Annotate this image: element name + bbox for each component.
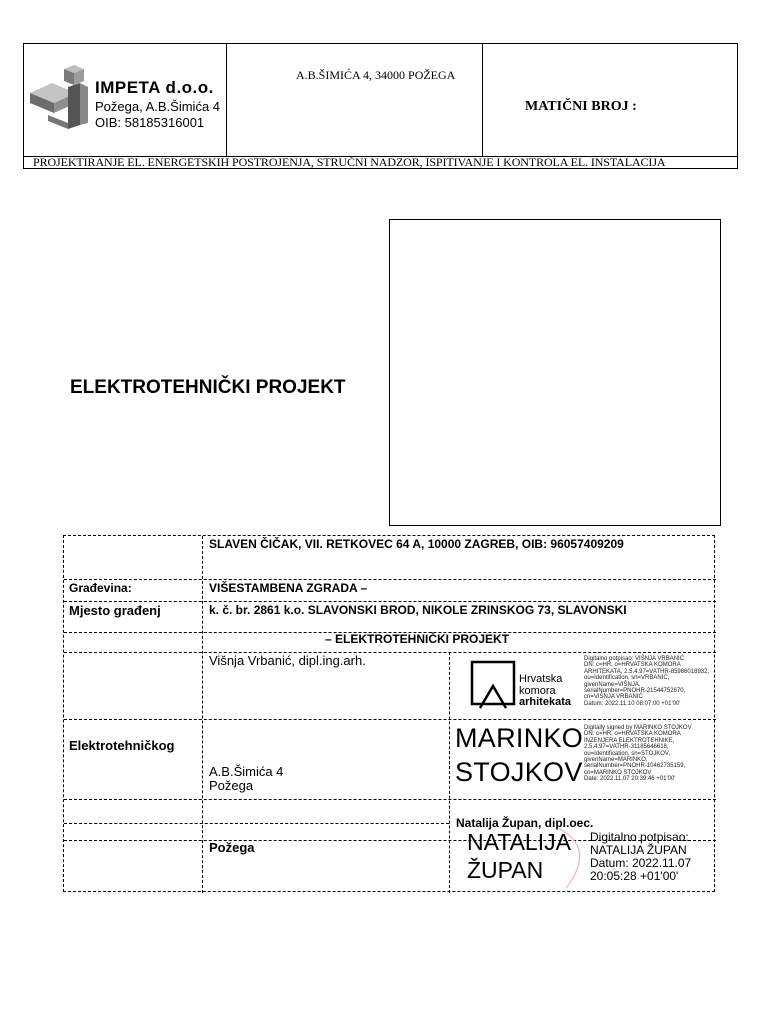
header-divider <box>226 44 227 156</box>
header-address: A.B.ŠIMIĆA 4, 34000 POŽEGA <box>296 68 456 82</box>
gradevina-label: Građevina: <box>69 581 132 595</box>
architect-name: Višnja Vrbanić, dipl.ing.arh. <box>209 653 366 668</box>
table-divider <box>64 719 716 720</box>
stamp-box <box>389 219 721 526</box>
project-row: – ELEKTROTEHNIČKI PROJEKT <box>325 632 510 646</box>
table-divider <box>64 799 716 800</box>
header-divider <box>482 44 483 156</box>
table-divider <box>64 823 449 824</box>
chamber-line-2: komora <box>519 685 556 697</box>
stojkov-signature-name-2: STOJKOV <box>455 757 583 787</box>
document-title: ELEKTROTEHNIČKI PROJEKT <box>70 377 346 398</box>
elektro-address: A.B.Šimića 4 <box>209 764 284 779</box>
mjesto-value: k. č. br. 2861 k.o. SLAVONSKI BROD, NIKOLE ZRINSKOG 73, SLAVONSKI <box>209 603 627 617</box>
elektro-label: Elektrotehničkog <box>69 738 175 753</box>
natalija-name: Natalija Župan, dipl.oec. <box>456 816 594 830</box>
table-divider <box>64 601 716 602</box>
chamber-line-3: arhitekata <box>519 696 571 708</box>
maticni-broj-label: MATIČNI BROJ : <box>525 99 637 114</box>
stojkov-signature-cert: Digitally signed by MARINKO STOJKOV DN: c=HR, o=HRVATSKA KOMORA INZENJERA ELEKTROTEHNIKE, 2.5.4.97=VATHR-31185646618, ou=Identification, sn=STOJKOV, givenName=MARINKO, serialNumber=PNOHR-10462735159, cn=MARINKO STOJKOV Date: 2022.11.07 20:39:46 +01'00' <box>584 725 692 783</box>
zupan-signature-meta: Digitalno potpisao: NATALIJA ŽUPAN Datum: 2022.11.07 20:05:28 +01'00' <box>590 830 692 883</box>
table-divider <box>449 652 450 893</box>
services-line: PROJEKTIRANJE EL. ENERGETSKIH POSTROJENJA, STRUČNI NADZOR, ISPITIVANJE I KONTROLA EL. INSTALACIJA <box>33 155 666 169</box>
zupan-signature-name-2: ŽUPAN <box>467 857 544 883</box>
table-divider <box>64 652 716 653</box>
chamber-line-1: Hrvatska <box>519 673 563 685</box>
company-address: Požega, A.B.Šimića 4 <box>95 99 221 114</box>
company-logo-icon <box>28 63 92 133</box>
elektro-city: Požega <box>209 778 254 793</box>
mjesto-label: Mjesto građenj <box>69 603 161 618</box>
gradevina-value: VIŠESTAMBENA ZGRADA – <box>209 581 368 595</box>
stojkov-signature-name-1: MARINKO <box>455 723 584 753</box>
company-name: IMPETA d.o.o. <box>95 78 214 97</box>
zupan-signature-name-1: NATALIJA <box>467 829 571 855</box>
architect-chamber-logo-icon <box>470 660 516 710</box>
company-oib: OIB: 58185316001 <box>95 115 205 130</box>
investor-value: SLAVEN ČIČAK, VII. RETKOVEC 64 A, 10000 ZAGREB, OIB: 96057409209 <box>209 537 624 551</box>
table-divider <box>64 579 716 580</box>
architect-signature-cert: Digitalno potpisao: VIŠNJA VRBANIĆ DN: c=HR, o=HRVATSKA KOMORA ARHITEKATA, 2.5.4.97=VATHR-85986018932, ou=Identification, sn=VRBANIĆ, givenName=VIŠNJA, serialNumber=PNOHR-21544752670, cn=VIŠNJA VRBANIĆ Datum: 2022.11.10 08:07:00 +01'00' <box>584 656 710 707</box>
pozega-label: Požega <box>209 840 255 855</box>
